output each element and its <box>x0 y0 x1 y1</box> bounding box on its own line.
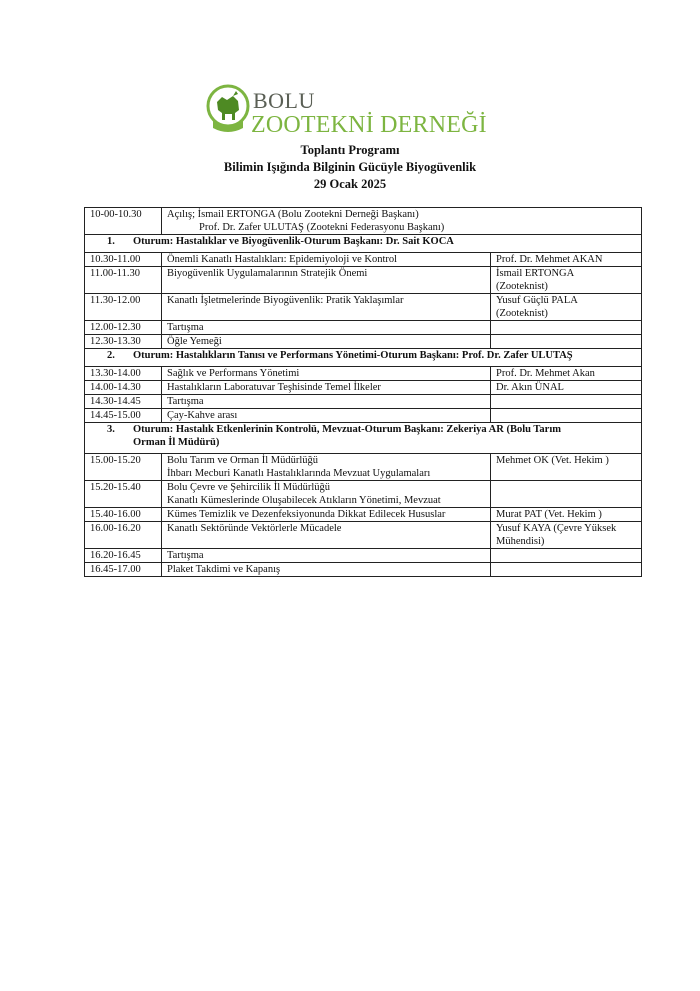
topic-line: İhbarı Mecburi Kanatlı Hastalıklarında Mevzuat Uygulamaları <box>167 468 431 479</box>
speaker-cell <box>491 395 642 409</box>
table-row <box>85 395 642 409</box>
speaker-cell <box>491 481 642 508</box>
topic-cell: Tartışma <box>162 395 491 409</box>
speaker-title: (Zooteknist) <box>496 281 548 292</box>
session-title-cont: Orman İl Müdürü) <box>133 437 220 448</box>
cattle-emblem-icon <box>205 80 251 136</box>
logo-line-1: BOLU <box>253 88 315 113</box>
speaker-cell: Murat PAT (Vet. Hekim ) <box>491 508 642 522</box>
session-title: Oturum: Hastalıklar ve Biyogüvenlik-Oturum Başkanı: Dr. Sait KOCA <box>133 236 454 247</box>
topic-cell: Tartışma <box>162 321 491 335</box>
session-number: 2. <box>107 350 115 361</box>
time-cell: 11.30-12.00 <box>85 294 162 321</box>
topic-cell: Kanatlı Sektöründe Vektörlerle Mücadele <box>162 522 491 549</box>
topic-cell: Kümes Temizlik ve Dezenfeksiyonunda Dikkat Edilecek Hususlar <box>162 508 491 522</box>
topic-cell: Öğle Yemeği <box>162 335 491 349</box>
session-header <box>85 423 642 454</box>
page-subtitle: Bilimin Işığında Bilginin Gücüyle Biyogüvenlik <box>223 160 477 174</box>
speaker-name: Yusuf Güçlü PALA <box>496 295 578 306</box>
time-cell: 16.20-16.45 <box>85 549 162 563</box>
speaker-title: (Zooteknist) <box>496 308 548 319</box>
table-row <box>85 409 642 423</box>
topic-cell: Önemli Kanatlı Hastalıkları: Epidemiyoloji ve Kontrol <box>162 253 491 267</box>
table-row <box>85 563 642 577</box>
table-row <box>85 294 642 321</box>
page-title: Toplantı Programı <box>300 143 400 157</box>
association-logo <box>205 80 495 140</box>
time-cell: 12.30-13.30 <box>85 335 162 349</box>
topic-cell <box>162 454 491 481</box>
speaker-cell <box>491 321 642 335</box>
opening-line-1: Açılış; İsmail ERTONGA (Bolu Zootekni Derneği Başkanı) <box>167 209 419 220</box>
session-number: 1. <box>107 236 115 247</box>
topic-line: Bolu Çevre ve Şehircilik İl Müdürlüğü <box>167 482 331 493</box>
opening-line-2: Prof. Dr. Zafer ULUTAŞ (Zootekni Federasyonu Başkanı) <box>199 222 445 233</box>
speaker-cell: Dr. Akın ÜNAL <box>491 381 642 395</box>
table-row <box>85 522 642 549</box>
time-cell: 10-00-10.30 <box>85 208 162 235</box>
speaker-cell <box>491 294 642 321</box>
time-cell: 14.00-14.30 <box>85 381 162 395</box>
table-row <box>85 335 642 349</box>
time-cell: 14.30-14.45 <box>85 395 162 409</box>
table-row <box>85 321 642 335</box>
speaker-name: İsmail ERTONGA <box>496 268 575 279</box>
table-row <box>85 367 642 381</box>
session-title: Oturum: Hastalık Etkenlerinin Kontrolü, Mevzuat-Oturum Başkanı: Zekeriya AR (Bolu Tarım <box>133 424 561 435</box>
time-cell: 11.00-11.30 <box>85 267 162 294</box>
opening-row <box>85 208 642 235</box>
speaker-cell <box>491 522 642 549</box>
time-cell: 13.30-14.00 <box>85 367 162 381</box>
page-header <box>0 142 700 193</box>
speaker-title: Mühendisi) <box>496 536 545 547</box>
topic-cell: Kanatlı İşletmelerinde Biyogüvenlik: Pratik Yaklaşımlar <box>162 294 491 321</box>
time-cell: 16.45-17.00 <box>85 563 162 577</box>
session-number: 3. <box>107 424 115 435</box>
time-cell: 16.00-16.20 <box>85 522 162 549</box>
table-row <box>85 508 642 522</box>
table-row <box>85 481 642 508</box>
speaker-name: Yusuf KAYA (Çevre Yüksek <box>496 523 617 534</box>
table-row <box>85 381 642 395</box>
speaker-cell: Prof. Dr. Mehmet Akan <box>491 367 642 381</box>
time-cell: 15.00-15.20 <box>85 454 162 481</box>
time-cell: 10.30-11.00 <box>85 253 162 267</box>
topic-cell: Hastalıkların Laboratuvar Teşhisinde Temel İlkeler <box>162 381 491 395</box>
topic-cell: Çay-Kahve arası <box>162 409 491 423</box>
speaker-cell <box>491 409 642 423</box>
speaker-cell <box>491 549 642 563</box>
topic-cell: Plaket Takdimi ve Kapanış <box>162 563 491 577</box>
session-title: Oturum: Hastalıkların Tanısı ve Performans Yönetimi-Oturum Başkanı: Prof. Dr. Zafer ULUTAŞ <box>133 350 573 361</box>
topic-line: Kanatlı Kümeslerinde Oluşabilecek Atıkların Yönetimi, Mevzuat <box>167 495 441 506</box>
topic-cell: Tartışma <box>162 549 491 563</box>
time-cell: 12.00-12.30 <box>85 321 162 335</box>
topic-line: Bolu Tarım ve Orman İl Müdürlüğü <box>167 455 319 466</box>
speaker-cell: Mehmet OK (Vet. Hekim ) <box>491 454 642 481</box>
speaker-cell: Prof. Dr. Mehmet AKAN <box>491 253 642 267</box>
topic-cell <box>162 481 491 508</box>
table-row <box>85 549 642 563</box>
time-cell: 15.20-15.40 <box>85 481 162 508</box>
logo-line-2: ZOOTEKNİ DERNEĞİ <box>251 112 487 138</box>
speaker-cell <box>491 267 642 294</box>
topic-cell <box>162 208 642 235</box>
schedule-table <box>84 207 642 577</box>
table-row <box>85 454 642 481</box>
session-header <box>85 349 642 367</box>
session-header <box>85 235 642 253</box>
time-cell: 15.40-16.00 <box>85 508 162 522</box>
topic-cell: Biyogüvenlik Uygulamalarının Stratejik Önemi <box>162 267 491 294</box>
table-row <box>85 267 642 294</box>
topic-cell: Sağlık ve Performans Yönetimi <box>162 367 491 381</box>
speaker-cell <box>491 335 642 349</box>
event-date: 29 Ocak 2025 <box>313 177 387 191</box>
speaker-cell <box>491 563 642 577</box>
table-row <box>85 253 642 267</box>
time-cell: 14.45-15.00 <box>85 409 162 423</box>
